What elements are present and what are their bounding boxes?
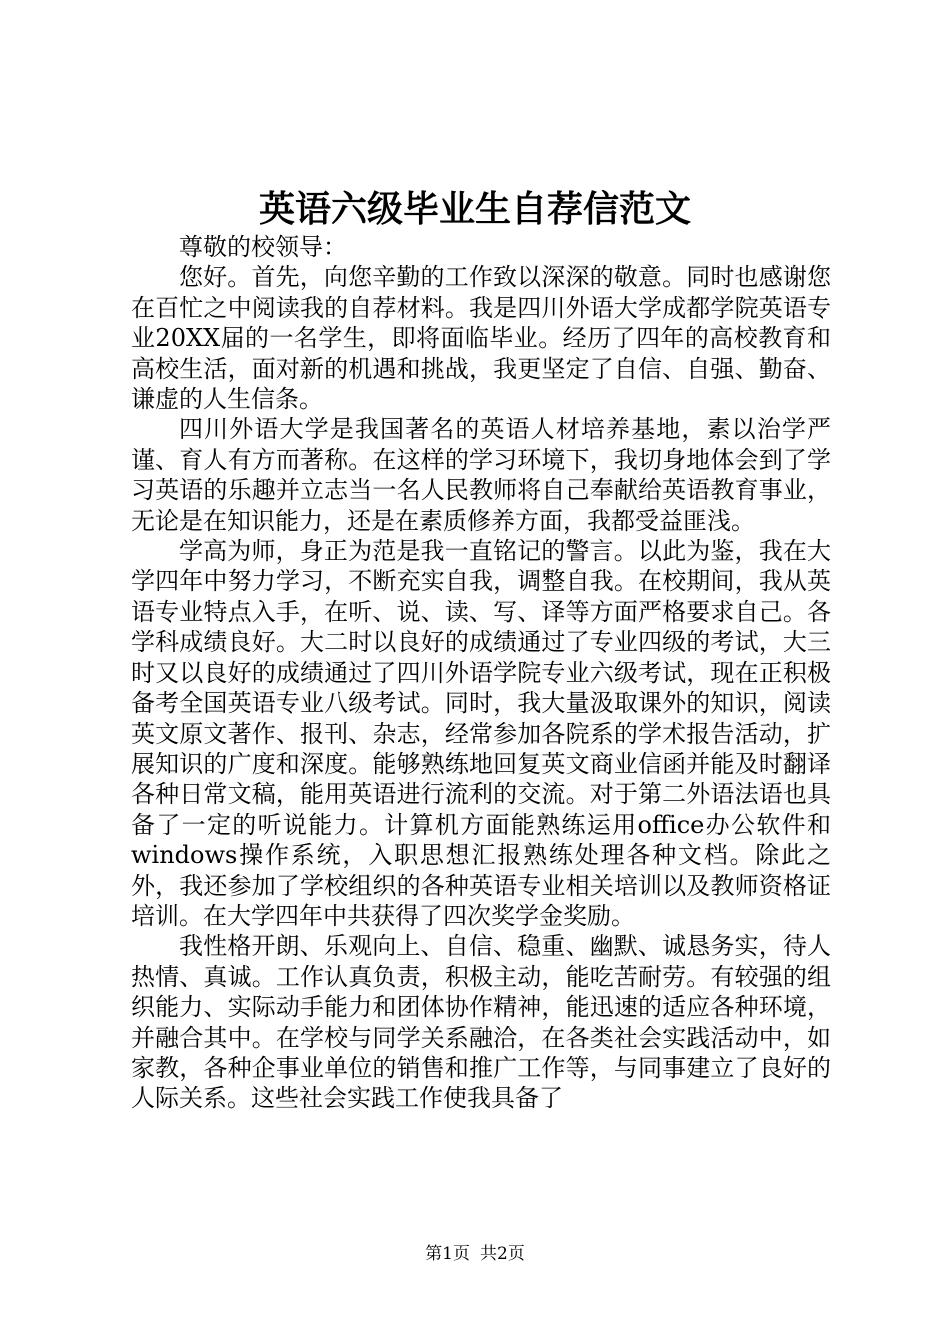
document-title: 英语六级毕业生自荐信范文 [258,188,691,230]
page-number-current: 第1页 [425,1244,470,1264]
paragraph-study: 学高为师，身正为范是我一直铭记的警言。以此为鉴，我在大学四年中努力学习，不断充实自我，调整自我。在校期间，我从英语专业特点入手，在听、说、读、写、译等方面严格要求自己。各学科成绩良好。大二时以良好的成绩通过了专业四级的考试，大三时又以良好的成绩通过了四川外语学院专业六级考试，现在正积极备考全国英语专业八级考试。同时，我大量汲取课外的知识，阅读英文原文著作、报刊、杂志，经常参加各院系的学术报告活动，扩展知识的广度和深度。能够熟练地回复英文商业信函并能及时翻译各种日常文稿，能用英语进行流利的交流。对于第二外语法语也具备了一定的听说能力。计算机方面能熟练运用office办公软件和windows操作系统，入职思想汇报熟练处理各种文档。除此之外，我还参加了学校组织的各种英语专业相关培训以及教师资格证培训。在大学四年中共获得了四次奖学金奖励。 [131,537,831,930]
document-body [131,232,831,1114]
paragraph-university: 四川外语大学是我国著名的英语人材培养基地，素以治学严谨、育人有方而著称。在这样的学习环境下，我切身地体会到了学习英语的乐趣并立志当一名人民教师将自己奉献给英语教育事业，无论是在知识能力，还是在素质修养方面，我都受益匪浅。 [131,415,831,535]
page-number-total: 共2页 [480,1244,525,1264]
salutation: 尊敬的校领导： [179,233,347,261]
paragraph-personality: 我性格开朗、乐观向上、自信、稳重、幽默、诚恳务实，待人热情、真诚。工作认真负责，积极主动，能吃苦耐劳。有较强的组织能力、实际动手能力和团体协作精神，能迅速的适应各种环境，并融合其中。在学校与同学关系融洽，在各类社会实践活动中，如家教，各种企事业单位的销售和推广工作等，与同事建立了良好的人际关系。这些社会实践工作使我具备了 [131,932,831,1113]
page-footer [0,1242,950,1266]
paragraph-greeting: 您好。首先，向您辛勤的工作致以深深的敬意。同时也感谢您在百忙之中阅读我的自荐材料。我是四川外语大学成都学院英语专业20XX届的一名学生，即将面临毕业。经历了四年的高校教育和高校生活，面对新的机遇和挑战，我更坚定了自信、自强、勤奋、谦虚的人生信条。 [131,263,831,414]
